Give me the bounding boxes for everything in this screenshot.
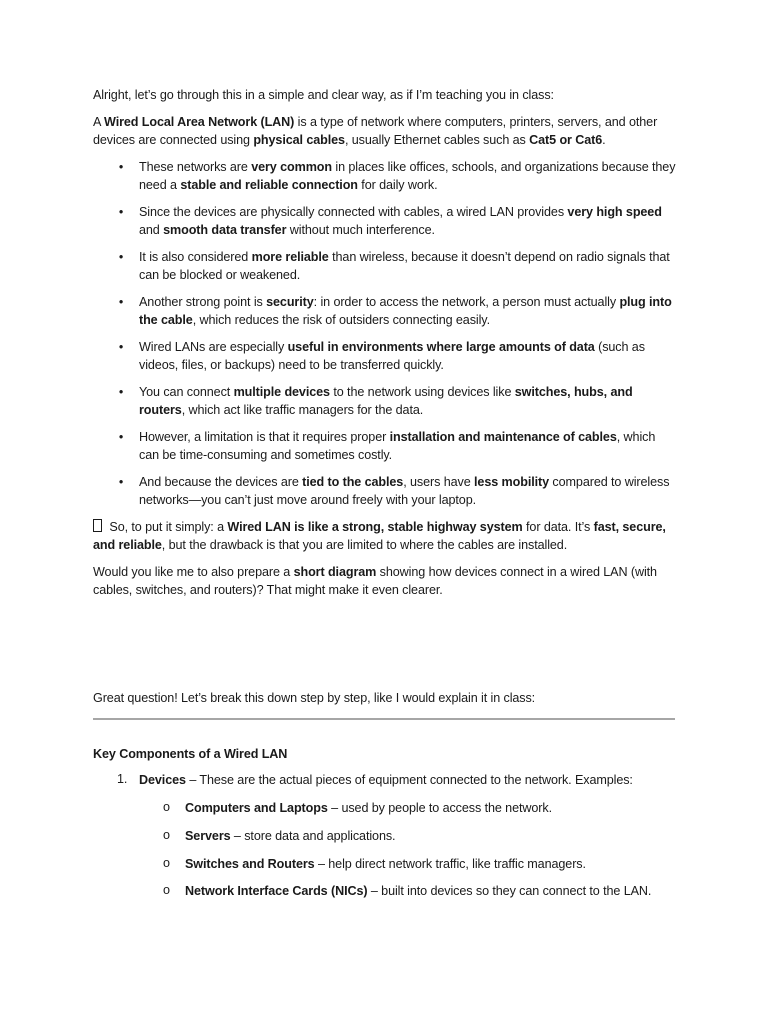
- sub-bullet-marker: o: [163, 856, 170, 870]
- definition-paragraph: [93, 114, 677, 149]
- summary-text: for data. It’s: [522, 520, 594, 534]
- bullet-bold: multiple devices: [233, 385, 330, 399]
- bullet-text: , users have: [403, 475, 475, 489]
- sub-item-bold: Switches and Routers: [185, 857, 315, 871]
- bullet-bold: very common: [251, 160, 332, 174]
- bullet-text: (such as videos, files, or backups) need to be transferred quickly.: [139, 340, 645, 372]
- def-types: Cat5 or Cat6: [529, 132, 603, 147]
- bullet-bold: security: [266, 295, 314, 309]
- bullet-bold: smooth data transfer: [163, 222, 287, 237]
- bullet-text: than wireless, because it doesn’t depend on radio signals that can be blocked or weakened.: [139, 250, 670, 282]
- sub-item-desc: – store data and applications.: [230, 829, 396, 843]
- summary-bold: fast, secure, and reliable: [93, 520, 666, 552]
- bullet-item: [93, 249, 677, 284]
- closing-text: Would you like me to also prepare a: [93, 565, 294, 579]
- missing-glyph-icon: [93, 519, 102, 532]
- bullet-item: [93, 429, 677, 464]
- bullet-item: [93, 339, 677, 374]
- def-text-a: A: [93, 115, 105, 129]
- bullet-text: It is also considered: [139, 250, 252, 264]
- bullet-list: [93, 159, 677, 519]
- bullet-text: , which reduces the risk of outsiders connecting easily.: [192, 312, 490, 327]
- bullet-bold: less mobility: [474, 475, 550, 489]
- bullet-bold: more reliable: [251, 250, 329, 264]
- bullet-item: [93, 204, 677, 239]
- bullet-text: You can connect: [139, 385, 234, 399]
- bullet-bold: useful in environments where large amounts of data: [287, 340, 595, 354]
- bullet-text: And because the devices are: [139, 475, 303, 489]
- bullet-bold: tied to the cables: [302, 475, 404, 489]
- sub-item-text: [185, 856, 677, 874]
- sub-item-text: [185, 828, 677, 846]
- bullet-text: for daily work.: [357, 177, 438, 192]
- bullet-bold: very high speed: [567, 205, 662, 219]
- sub-item-desc: – help direct network traffic, like traffic managers.: [314, 857, 586, 871]
- section-heading: Key Components of a Wired LAN: [93, 747, 288, 761]
- bullet-dot: •: [118, 475, 124, 489]
- bullet-text: : in order to access the network, a person must actually: [313, 295, 620, 309]
- bullet-text: Wired LANs are especially: [139, 340, 288, 354]
- bullet-bold: plug into the cable: [139, 295, 672, 327]
- def-text-mid: is a type of network where computers, printers, servers, and other devices are connected using: [93, 115, 658, 147]
- def-text-end: .: [602, 132, 606, 147]
- sub-item-text: [185, 883, 677, 901]
- sub-item-desc: – built into devices so they can connect to the LAN.: [367, 884, 652, 898]
- bullet-text: Since the devices are physically connected with cables, a wired LAN provides: [139, 205, 568, 219]
- summary-bold: Wired LAN is like a strong, stable highway system: [227, 520, 523, 534]
- sub-bullet-marker: o: [163, 828, 170, 842]
- bullet-text: , which act like traffic managers for the data.: [181, 402, 424, 417]
- bullet-bold: switches, hubs, and routers: [139, 385, 633, 417]
- bullet-dot: •: [118, 295, 124, 309]
- intro-paragraph: Alright, let’s go through this in a simple and clear way, as if I’m teaching you in class:: [93, 88, 554, 102]
- bullet-text: to the network using devices like: [329, 385, 515, 399]
- sub-item-desc: – used by people to access the network.: [327, 801, 552, 815]
- bullet-item: [93, 384, 677, 419]
- horizontal-rule: [93, 718, 675, 720]
- closing-text: showing how devices connect in a wired LAN (with cables, switches, and routers)? That might make it even clearer.: [93, 565, 657, 597]
- sub-item-bold: Network Interface Cards (NICs): [185, 884, 368, 898]
- bullet-dot: •: [118, 385, 124, 399]
- numbered-text: [139, 772, 677, 790]
- bullet-dot: •: [118, 205, 124, 219]
- bullet-text: in places like offices, schools, and organizations because they need a: [139, 160, 676, 192]
- bullet-text: Another strong point is: [139, 295, 267, 309]
- bullet-text: However, a limitation is that it requires proper: [139, 430, 390, 444]
- closing-bold: short diagram: [293, 565, 377, 579]
- bullet-item: [93, 159, 677, 194]
- bullet-text: and: [139, 222, 164, 237]
- bullet-dot: •: [118, 340, 124, 354]
- bullet-text: , which can be time-consuming and sometimes costly.: [139, 430, 656, 462]
- summary-text: So, to put it simply: a: [106, 520, 228, 534]
- sub-item-bold: Computers and Laptops: [185, 801, 328, 815]
- bullet-dot: •: [118, 250, 124, 264]
- numbered-bold: Devices: [139, 773, 186, 787]
- bullet-item: [93, 294, 677, 329]
- summary-paragraph: [93, 519, 677, 554]
- bullet-text: These networks are: [139, 160, 252, 174]
- closing-paragraph: [93, 564, 677, 599]
- sub-item-text: [185, 800, 677, 818]
- def-term: Wired Local Area Network (LAN): [104, 115, 295, 129]
- bullet-text: compared to wireless networks—you can’t just move around freely with your laptop.: [139, 475, 670, 507]
- bullet-bold: stable and reliable connection: [180, 177, 358, 192]
- second-intro-paragraph: Great question! Let’s break this down step by step, like I would explain it in class:: [93, 691, 536, 705]
- sub-bullet-marker: o: [163, 883, 170, 897]
- bullet-text: without much interference.: [286, 222, 435, 237]
- def-cables: physical cables: [253, 132, 345, 147]
- numbered-desc: – These are the actual pieces of equipment connected to the network. Examples:: [185, 773, 633, 787]
- sub-item-bold: Servers: [185, 829, 231, 843]
- bullet-item: [93, 474, 677, 509]
- def-text-mid2: , usually Ethernet cables such as: [344, 132, 530, 147]
- bullet-bold: installation and maintenance of cables: [389, 430, 617, 444]
- summary-text: , but the drawback is that you are limited to where the cables are installed.: [161, 537, 568, 552]
- bullet-dot: •: [118, 430, 124, 444]
- sub-bullet-marker: o: [163, 800, 170, 814]
- bullet-dot: •: [118, 160, 124, 174]
- number-marker: 1.: [117, 772, 128, 786]
